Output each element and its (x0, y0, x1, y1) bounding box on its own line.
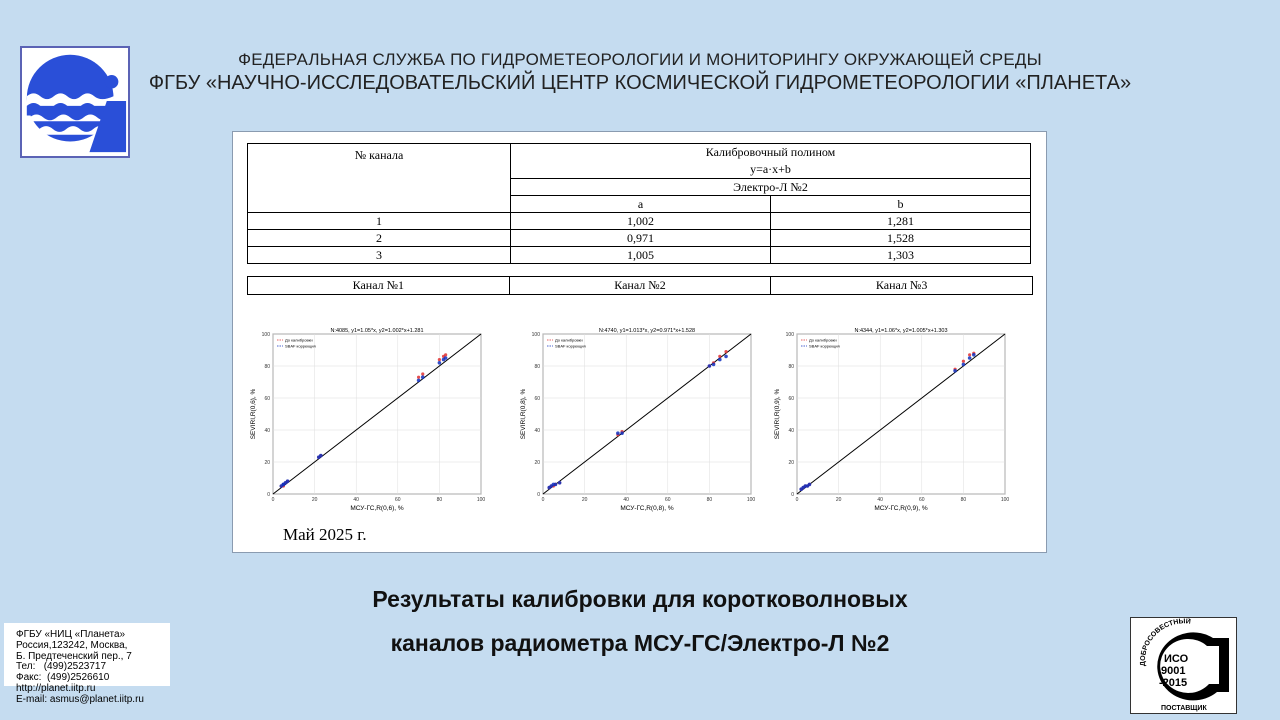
y-tick-label: 40 (264, 428, 270, 434)
data-point (962, 360, 965, 363)
y-tick-label: 60 (534, 396, 540, 402)
y-tick-label: 20 (788, 460, 794, 466)
data-point (953, 369, 957, 373)
legend-entry: До калибровки (285, 337, 313, 343)
table-row (248, 247, 1031, 264)
y-axis-label: SEVIRI,R(0,9), % (774, 388, 781, 440)
y-tick-label: 20 (534, 460, 540, 466)
x-tick-label: 20 (311, 497, 318, 503)
table-row (248, 230, 1031, 247)
channel-2-label: Канал №2 (509, 277, 771, 295)
contact-block (4, 623, 170, 705)
iso-mid2: 9001 (1161, 665, 1186, 677)
y-tick-label: 0 (791, 492, 794, 498)
data-point (708, 364, 712, 368)
row-a: 0,971 (511, 230, 771, 247)
chart-svg-3 (771, 324, 1011, 514)
x-tick-label: 60 (665, 497, 671, 503)
y-tick-label: 0 (537, 492, 540, 498)
contact-line: Тел: (499)2523717 (16, 661, 106, 673)
x-tick-label: 80 (436, 497, 443, 503)
x-tick-label: 100 (746, 497, 756, 503)
report-date: Май 2025 г. (283, 525, 367, 544)
y-tick-label: 60 (788, 396, 794, 402)
y-tick-label: 20 (264, 460, 270, 466)
x-axis-label: МСУ-ГС,R(0,8), % (620, 505, 674, 512)
x-tick-label: 0 (271, 497, 275, 503)
contact-line: ФГБУ «НИЦ «Планета» (16, 629, 126, 640)
iso-mid3: -2015 (1159, 677, 1188, 689)
chart-title: N:4085, y1=1.05*x, y2=1.002*x+1.281 (330, 328, 424, 334)
iso-top-text: ДОБРОСОВЕСТНЫЙ (1139, 618, 1192, 667)
x-tick-label: 20 (581, 497, 588, 503)
y-tick-label: 100 (261, 332, 270, 338)
x-tick-label: 80 (960, 497, 967, 503)
results-panel (232, 131, 1047, 553)
channel-3-label: Канал №3 (771, 277, 1033, 295)
contact-line: E-mail: asmus@planet.iitp.ru (16, 693, 144, 705)
chart-svg-1 (247, 324, 487, 514)
data-point (554, 483, 558, 487)
data-point (962, 363, 966, 367)
y-tick-label: 80 (534, 364, 540, 370)
data-point (438, 361, 442, 365)
org-logo (20, 46, 130, 158)
x-axis-label: МСУ-ГС,R(0,9), % (874, 505, 928, 512)
x-tick-label: 0 (541, 497, 545, 503)
data-point (421, 372, 424, 375)
y-tick-label: 40 (788, 428, 794, 434)
legend-entry: До калибровки (555, 337, 583, 343)
y-tick-label: 80 (264, 364, 270, 370)
planeta-logo-icon (22, 48, 128, 156)
x-tick-label: 0 (795, 497, 799, 503)
col-b-header: b (771, 196, 1031, 213)
header-line2: ФГБУ «НАУЧНО-ИССЛЕДОВАТЕЛЬСКИЙ ЦЕНТР КОСМИЧЕСКОЙ ГИДРОМЕТЕОРОЛОГИИ «ПЛАНЕТА» (148, 72, 1132, 94)
data-point (616, 431, 620, 435)
header-line1: ФЕДЕРАЛЬНАЯ СЛУЖБА ПО ГИДРОМЕТЕОРОЛОГИИ И МОНИТОРИНГУ ОКРУЖАЮЩЕЙ СРЕДЫ (238, 50, 1042, 69)
y-tick-label: 60 (264, 396, 270, 402)
data-point (968, 356, 972, 360)
x-tick-label: 80 (706, 497, 713, 503)
calibration-table (247, 143, 1031, 264)
channel-labels (247, 276, 1033, 295)
contact-line: Б. Предтеченский пер., 7 (16, 650, 132, 662)
data-point (808, 483, 812, 487)
y-axis-label: SEVIRI,R(0,8), % (520, 388, 527, 440)
scatter-plot-2 (517, 324, 757, 514)
row-a: 1,005 (511, 247, 771, 264)
y-tick-label: 40 (534, 428, 540, 434)
data-point (444, 353, 447, 356)
x-tick-label: 40 (877, 497, 883, 503)
col-a-header: a (511, 196, 771, 213)
x-tick-label: 40 (623, 497, 629, 503)
row-channel: 2 (248, 230, 511, 247)
chart-svg-2 (517, 324, 757, 514)
data-point (968, 353, 971, 356)
x-tick-label: 100 (1000, 497, 1010, 503)
x-tick-label: 20 (835, 497, 842, 503)
data-point (444, 356, 448, 360)
row-b: 1,528 (771, 230, 1031, 247)
data-point (421, 375, 425, 379)
data-point (558, 481, 562, 485)
iso-certificate-icon (1131, 618, 1236, 713)
slide-title-line2: каналов радиометра МСУ-ГС/Электро-Л №2 (390, 630, 890, 656)
y-tick-label: 0 (267, 492, 270, 498)
x-tick-label: 60 (919, 497, 925, 503)
data-point (724, 355, 728, 359)
poly-formula: y=a·x+b (750, 162, 791, 176)
data-point (417, 379, 421, 383)
data-point (712, 363, 716, 367)
data-point (718, 355, 721, 358)
iso-mid1: ИСО (1164, 653, 1189, 665)
x-axis-label: МСУ-ГС,R(0,6), % (350, 505, 404, 512)
row-b: 1,281 (771, 213, 1031, 230)
y-tick-label: 100 (785, 332, 794, 338)
x-tick-label: 40 (353, 497, 359, 503)
data-point (724, 350, 727, 353)
row-b: 1,303 (771, 247, 1031, 264)
satellite-header: Электро-Л №2 (511, 179, 1031, 196)
channel-1-label: Канал №1 (248, 277, 510, 295)
chart-title: N:4740, y1=1.013*x, y2=0.971*x+1.528 (598, 328, 696, 334)
contact-line: Факс: (499)2526610 (16, 672, 110, 684)
data-point (286, 479, 290, 483)
data-point (972, 353, 976, 357)
contact-line: Россия,123242, Москва, (16, 639, 128, 651)
contact-line: http://planet.iitp.ru (16, 682, 96, 694)
iso-badge (1130, 617, 1237, 714)
scatter-plot-3 (771, 324, 1011, 514)
scatter-plot-1 (247, 324, 487, 514)
table-row (248, 213, 1031, 230)
y-tick-label: 80 (788, 364, 794, 370)
row-channel: 3 (248, 247, 511, 264)
data-point (282, 483, 286, 487)
legend-entry: До калибровки (809, 337, 837, 343)
channel-header: № канала (248, 144, 511, 213)
legend-entry: SBAF коррекция (555, 343, 586, 349)
legend-entry: SBAF коррекция (285, 343, 316, 349)
data-point (319, 454, 323, 458)
iso-bottom-text: ПОСТАВЩИК (1161, 705, 1207, 712)
poly-header-cell (511, 144, 1031, 179)
data-point (438, 358, 441, 361)
legend-entry: SBAF коррекция (809, 343, 840, 349)
row-channel: 1 (248, 213, 511, 230)
chart-title: N:4344, y1=1.06*x, y2=1.005*x+1.303 (854, 328, 948, 334)
y-tick-label: 100 (531, 332, 540, 338)
data-point (620, 431, 624, 435)
x-tick-label: 60 (395, 497, 401, 503)
data-point (417, 376, 420, 379)
row-a: 1,002 (511, 213, 771, 230)
x-tick-label: 100 (476, 497, 486, 503)
slide-title-line1: Результаты калибровки для коротковолновых (372, 586, 908, 612)
poly-header: Калибровочный полином (705, 145, 836, 159)
y-axis-label: SEVIRI,R(0,6), % (250, 388, 257, 440)
data-point (718, 358, 722, 362)
